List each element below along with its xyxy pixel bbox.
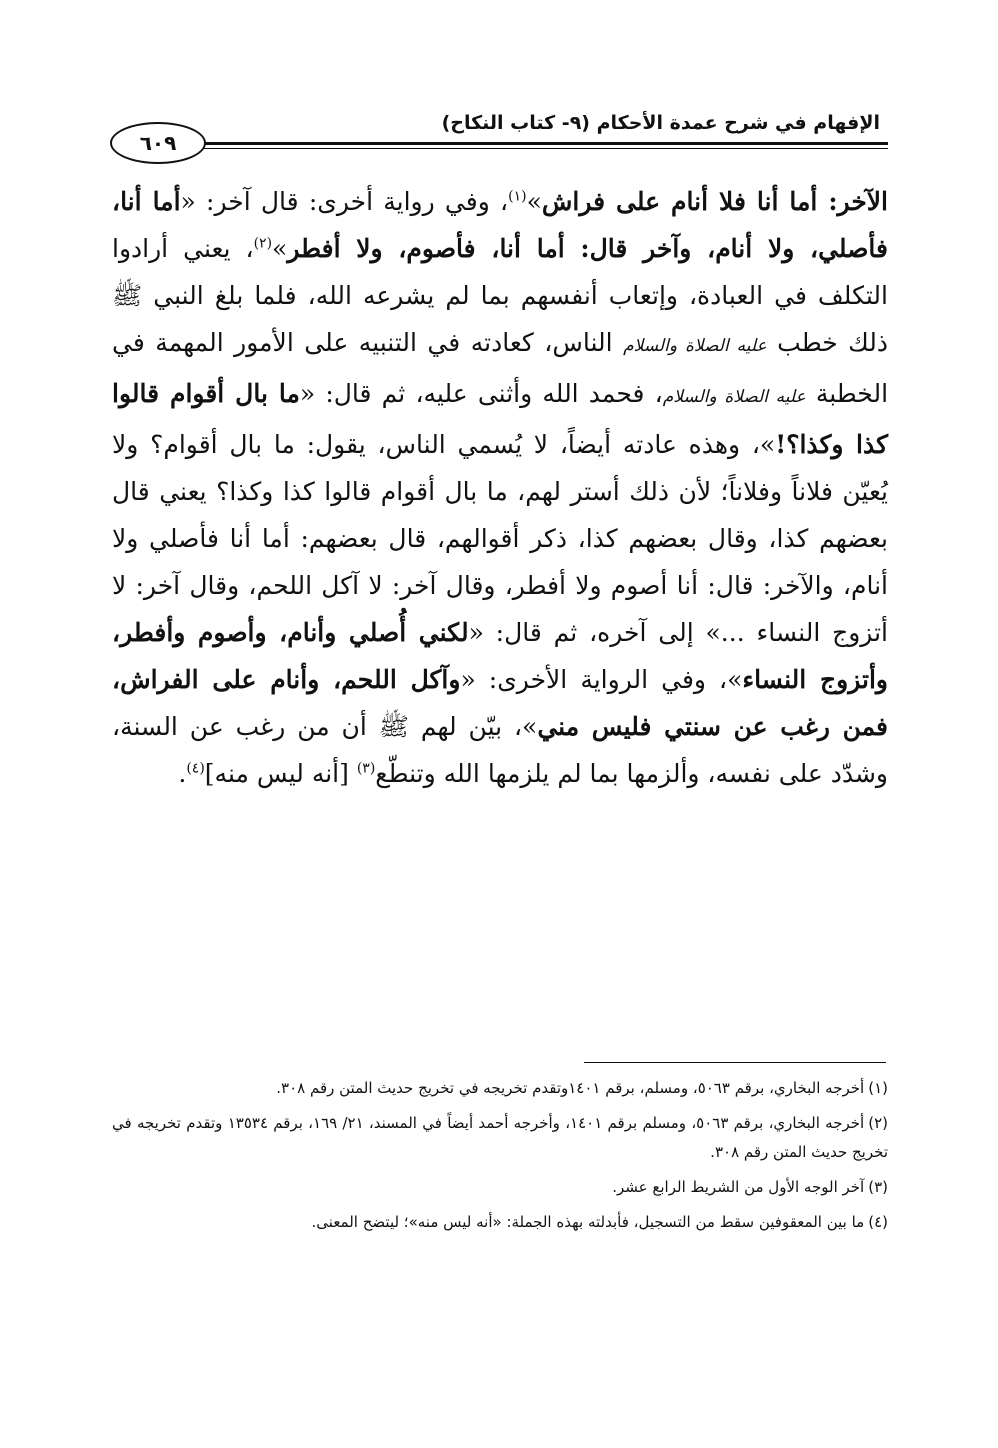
footnote-text: آخر الوجه الأول من الشريط الرابع عشر.: [612, 1178, 865, 1196]
book-title: الإفهام في شرح عمدة الأحكام (٩- كتاب النكاح): [441, 112, 880, 134]
footnote-text: ما بين المعقوفين سقط من التسجيل، فأبدلته بهذه الجملة: «أنه ليس منه»؛ ليتضح المعنى.: [311, 1213, 865, 1231]
footnote-2: [112, 1109, 888, 1167]
quote-mark: »: [759, 430, 776, 459]
header-rule: [198, 142, 888, 145]
quote-mark: »: [727, 665, 743, 694]
text-run: الناس، كعادته في التنبيه على الأمور المهمة في الخطبة: [112, 328, 889, 408]
footnote-number: (٣): [868, 1178, 888, 1196]
footnote-number: (٢): [868, 1114, 888, 1132]
footnote-number: (٤): [868, 1213, 888, 1231]
paragraph: [112, 178, 888, 797]
footnote-4: [112, 1208, 888, 1237]
footnote-number: (١): [868, 1079, 888, 1097]
quote-mark: »: [526, 187, 542, 216]
footnote-3: [112, 1173, 888, 1202]
text-run: ، بيّن لهم ﷺ أن من رغب عن السنة، وشدّد على نفسه، وألزمها بما لم يلزمها الله وتنطّع: [112, 712, 888, 788]
text-run: ، وفي رواية أخرى: قال آخر: «: [180, 187, 509, 216]
text-run: ، يعني أرادوا التكلف في العبادة، وإتعاب أنفسهم بما لم يشرعه الله، فلما بلغ النبي ﷺ ذلك خطب: [112, 234, 888, 357]
text-run: ، فحمد الله وأثنى عليه، ثم قال: «: [299, 379, 663, 408]
quote-mark: »: [272, 234, 288, 263]
footnote-1: [112, 1074, 888, 1103]
bold-quote: لكني أُصلي وأنام، وأصوم وأفطر، وأتزوج النساء: [112, 618, 888, 694]
footnote-ref-4[interactable]: (٤): [186, 760, 205, 777]
running-header: [110, 108, 888, 170]
quote-mark: »: [522, 712, 538, 741]
footnote-ref-2[interactable]: (٢): [253, 235, 273, 252]
footnote-separator: [584, 1062, 886, 1063]
bold-quote: أما أنا، فأصلي، ولا أنام، وآخر قال: أما أنا، فأصوم، ولا أفطر: [112, 187, 888, 263]
text-run: [أنه ليس منه]: [204, 759, 357, 788]
bold-quote: ما بال أقوام قالوا كذا وكذا؟!: [112, 379, 888, 459]
bold-quote: الآخر: أما أنا فلا أنام على فراش: [541, 187, 889, 216]
honorific: عليه الصلاة والسلام: [662, 387, 806, 407]
bold-quote: وآكل اللحم، وأنام على الفراش، فمن رغب عن سنتي فليس مني: [112, 665, 888, 741]
main-text: [112, 178, 888, 797]
text-run: ، وهذه عادته أيضاً، لا يُسمي الناس، يقول: ما بال أقوام؟ ولا يُعيّن فلاناً وفلاناً؛ لأن ذلك أستر لهم، ما بال أقوام قالوا كذا وكذا؟ يعني قال بعضهم كذا، وقال بعضهم كذا، ذكر أقوالهم، قال بعضهم: أما أنا فأصلي ولا أنام، والآخر: قال: أنا أصوم ولا أفطر، وقال آخر: لا آكل اللحم، وقال آخر: لا أتزوج النساء ...» إلى آخره، ثم قال: «: [112, 430, 888, 647]
text-run: .: [178, 759, 187, 788]
footnote-text: أخرجه البخاري، برقم ٥٠٦٣، ومسلم برقم ١٤٠١، وأخرجه أحمد أيضاً في المسند، ٢١/ ١٦٩، برقم ١٣٥٣٤ وتقدم تخريجه في تخريج حديث المتن رقم ٣٠٨.: [112, 1114, 888, 1161]
footnote-ref-1[interactable]: (١): [508, 188, 527, 205]
footnotes: [112, 1074, 888, 1243]
footnote-ref-3[interactable]: (٣): [356, 760, 376, 777]
footnote-text: أخرجه البخاري، برقم ٥٠٦٣، ومسلم، برقم ١٤٠١وتقدم تخريجه في تخريج حديث المتن رقم ٣٠٨.: [276, 1079, 865, 1097]
text-run: ، وفي الرواية الأخرى: «: [460, 665, 728, 694]
header-rule-thin: [198, 148, 888, 149]
honorific: عليه الصلاة والسلام: [623, 336, 767, 356]
page-number: ٦٠٩: [110, 122, 206, 164]
